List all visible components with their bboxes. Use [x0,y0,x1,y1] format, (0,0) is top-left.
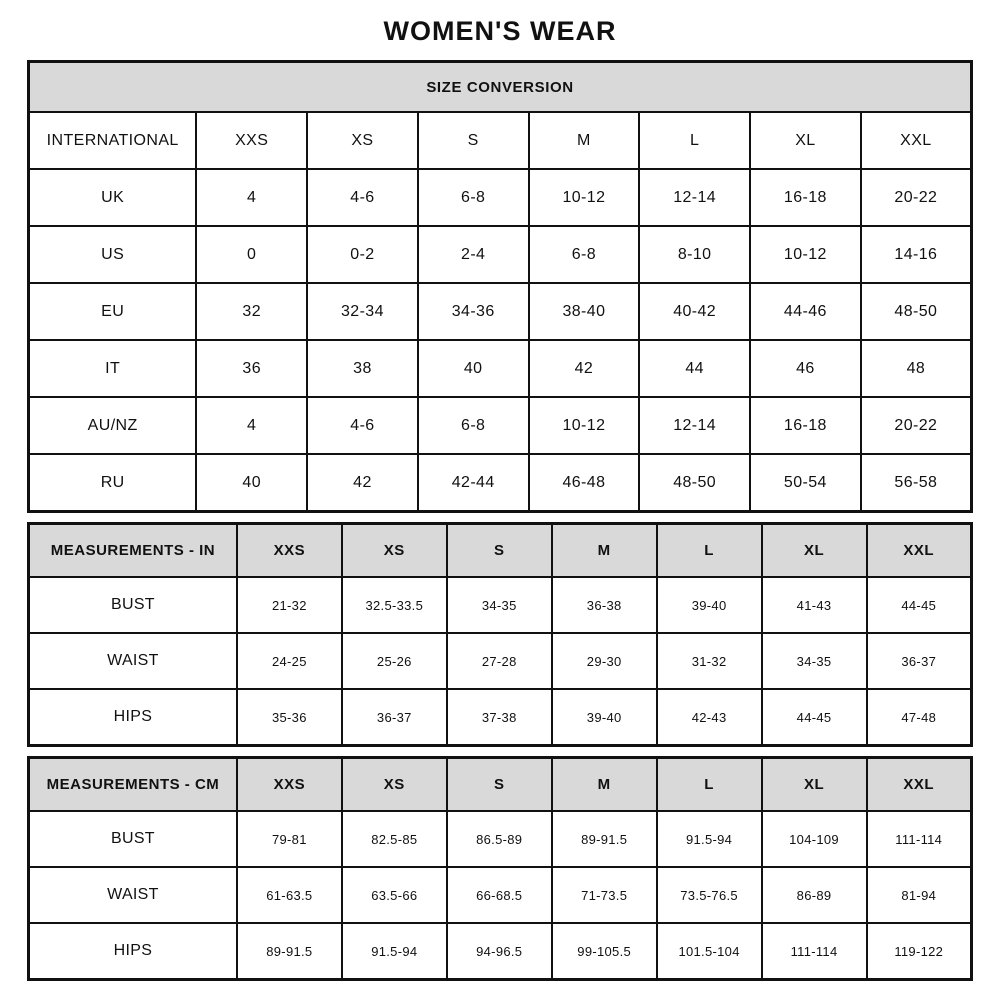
size-value-cell: 39-40 [552,689,657,746]
size-value-cell: 89-91.5 [237,923,342,980]
table-row [29,577,972,633]
column-header-size: S [447,758,552,812]
column-header-row [29,112,972,169]
size-value-cell: 46-48 [529,454,640,512]
table-row [29,340,972,397]
size-value-cell: 24-25 [237,633,342,689]
size-value-cell: 47-48 [867,689,972,746]
size-value-cell: 0 [196,226,307,283]
column-header-size: XXS [196,112,307,169]
size-value-cell: 42 [307,454,418,512]
size-value-cell: 104-109 [762,811,867,867]
size-value-cell: 38 [307,340,418,397]
size-value-cell: 14-16 [861,226,972,283]
size-value-cell: 44-45 [762,689,867,746]
size-value-cell: 71-73.5 [552,867,657,923]
column-header-row [29,524,972,578]
row-label: BUST [29,577,237,633]
size-value-cell: 34-36 [418,283,529,340]
measurements-in-table [27,522,973,747]
column-header-size: XXL [861,112,972,169]
size-value-cell: 34-35 [762,633,867,689]
row-label: WAIST [29,633,237,689]
column-header-size: XXL [867,524,972,578]
size-value-cell: 48-50 [639,454,750,512]
size-value-cell: 4-6 [307,169,418,226]
row-label: EU [29,283,197,340]
column-header-label: INTERNATIONAL [29,112,197,169]
size-value-cell: 111-114 [867,811,972,867]
size-value-cell: 25-26 [342,633,447,689]
size-value-cell: 8-10 [639,226,750,283]
size-value-cell: 101.5-104 [657,923,762,980]
row-label: IT [29,340,197,397]
size-value-cell: 32.5-33.5 [342,577,447,633]
size-value-cell: 82.5-85 [342,811,447,867]
size-value-cell: 21-32 [237,577,342,633]
table-row [29,867,972,923]
size-value-cell: 111-114 [762,923,867,980]
table-row [29,397,972,454]
size-value-cell: 20-22 [861,169,972,226]
size-value-cell: 91.5-94 [342,923,447,980]
size-value-cell: 73.5-76.5 [657,867,762,923]
table-row [29,811,972,867]
column-header-size: M [552,758,657,812]
size-value-cell: 36 [196,340,307,397]
size-value-cell: 44-45 [867,577,972,633]
size-value-cell: 36-37 [867,633,972,689]
table-row [29,633,972,689]
size-value-cell: 42-43 [657,689,762,746]
size-value-cell: 81-94 [867,867,972,923]
row-label: AU/NZ [29,397,197,454]
column-header-row [29,758,972,812]
size-value-cell: 12-14 [639,397,750,454]
row-label: US [29,226,197,283]
column-header-size: S [418,112,529,169]
size-value-cell: 41-43 [762,577,867,633]
size-value-cell: 63.5-66 [342,867,447,923]
size-value-cell: 0-2 [307,226,418,283]
size-value-cell: 50-54 [750,454,861,512]
size-value-cell: 66-68.5 [447,867,552,923]
column-header-size: S [447,524,552,578]
size-value-cell: 48 [861,340,972,397]
size-value-cell: 35-36 [237,689,342,746]
size-value-cell: 39-40 [657,577,762,633]
table-title: SIZE CONVERSION [29,62,972,113]
size-value-cell: 16-18 [750,169,861,226]
size-value-cell: 32 [196,283,307,340]
size-value-cell: 31-32 [657,633,762,689]
size-value-cell: 6-8 [529,226,640,283]
size-value-cell: 27-28 [447,633,552,689]
column-header-size: XL [750,112,861,169]
table-row [29,169,972,226]
table-title-row [29,62,972,113]
table-row [29,454,972,512]
size-value-cell: 4 [196,397,307,454]
size-value-cell: 86-89 [762,867,867,923]
size-value-cell: 4-6 [307,397,418,454]
column-header-size: M [529,112,640,169]
size-value-cell: 91.5-94 [657,811,762,867]
table-row [29,923,972,980]
size-value-cell: 42-44 [418,454,529,512]
size-value-cell: 119-122 [867,923,972,980]
column-header-size: XXL [867,758,972,812]
size-value-cell: 34-35 [447,577,552,633]
size-conversion-table [27,60,973,513]
size-value-cell: 40-42 [639,283,750,340]
size-value-cell: 44-46 [750,283,861,340]
column-header-size: M [552,524,657,578]
page-title: WOMEN'S WEAR [383,16,617,46]
size-value-cell: 10-12 [529,397,640,454]
size-value-cell: 29-30 [552,633,657,689]
column-header-size: XS [342,758,447,812]
size-value-cell: 10-12 [750,226,861,283]
size-value-cell: 4 [196,169,307,226]
table-row [29,689,972,746]
size-value-cell: 40 [418,340,529,397]
size-value-cell: 16-18 [750,397,861,454]
row-label: HIPS [29,923,237,980]
size-value-cell: 86.5-89 [447,811,552,867]
size-value-cell: 79-81 [237,811,342,867]
table-row [29,226,972,283]
table-title: MEASUREMENTS - CM [29,758,237,812]
size-value-cell: 61-63.5 [237,867,342,923]
column-header-size: L [657,758,762,812]
size-value-cell: 32-34 [307,283,418,340]
size-value-cell: 6-8 [418,397,529,454]
size-value-cell: 42 [529,340,640,397]
table-title: MEASUREMENTS - IN [29,524,237,578]
column-header-size: XL [762,524,867,578]
column-header-size: XXS [237,524,342,578]
column-header-size: XL [762,758,867,812]
size-value-cell: 6-8 [418,169,529,226]
size-value-cell: 89-91.5 [552,811,657,867]
size-value-cell: 36-37 [342,689,447,746]
size-value-cell: 56-58 [861,454,972,512]
row-label: WAIST [29,867,237,923]
size-value-cell: 36-38 [552,577,657,633]
size-value-cell: 2-4 [418,226,529,283]
row-label: HIPS [29,689,237,746]
size-value-cell: 40 [196,454,307,512]
column-header-size: L [639,112,750,169]
size-value-cell: 37-38 [447,689,552,746]
column-header-size: XS [342,524,447,578]
size-value-cell: 10-12 [529,169,640,226]
measurements-cm-table [27,756,973,981]
column-header-size: XS [307,112,418,169]
row-label: UK [29,169,197,226]
row-label: RU [29,454,197,512]
table-row [29,283,972,340]
size-value-cell: 99-105.5 [552,923,657,980]
size-value-cell: 12-14 [639,169,750,226]
size-value-cell: 20-22 [861,397,972,454]
row-label: BUST [29,811,237,867]
size-value-cell: 44 [639,340,750,397]
size-value-cell: 94-96.5 [447,923,552,980]
column-header-size: L [657,524,762,578]
size-value-cell: 38-40 [529,283,640,340]
column-header-size: XXS [237,758,342,812]
size-value-cell: 48-50 [861,283,972,340]
size-value-cell: 46 [750,340,861,397]
